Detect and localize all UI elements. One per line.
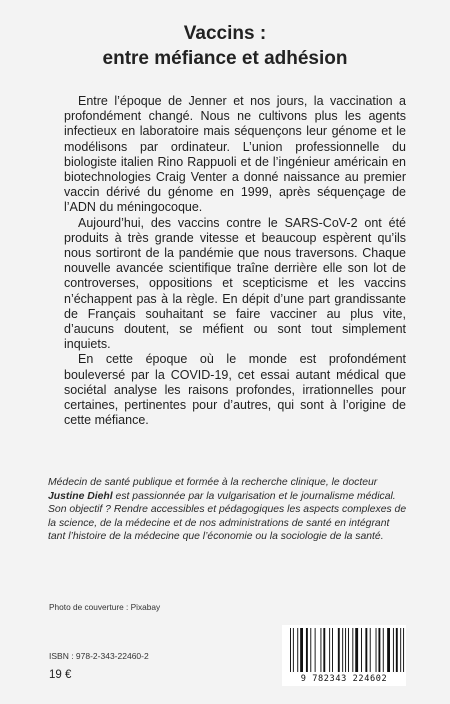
barcode-bar [320,628,321,672]
barcode-bar [332,628,333,672]
barcode-bar [323,628,325,672]
barcode-bar [300,628,303,672]
barcode-bar [365,628,367,672]
blurb-paragraph-1: Entre l’époque de Jenner et nos jours, la vaccination a profondément changé. Nous ne cultivons plus les agents infectieux en laboratoire mais séquençons leur génome et le modélisons par ordinateur. L’union professionnelle du biologiste italien Rino Rappuoli et de l’ingénieur américain en biotechnologies Craig Venter a donné naissance au premier vaccin dérivé du génome en 1999, après séquençage de l’ADN du méningocoque. [64,94,406,215]
barcode-bar [293,628,294,672]
barcode-bar [310,628,311,672]
author-bio-rest: est passionnée par la vulgarisation et le journalisme médical. Son objectif ? Rendre accessibles et pédagogiques les aspects complexes de la science, de la médecine et de nos administrations de santé en intégrant tant l’histoire de la médecine que l’économie ou la sociologie de la santé. [48,490,407,543]
author-name: Justine Diehl [48,490,113,502]
barcode-bar [306,628,308,672]
blurb [64,94,406,428]
photo-credit: Photo de couverture : Pixabay [49,602,161,612]
author-bio [48,476,408,544]
barcode-bar [370,628,371,672]
barcode-digits: 9 782343 224602 [300,674,388,684]
isbn: ISBN : 978-2-343-22460-2 [49,651,149,661]
barcode-bar [393,628,394,672]
blurb-paragraph-3: En cette époque où le monde est profondément bouleversé par la COVID-19, cet essai autant médical que sociétal analyse les raisons profondes, irrationnelles pour certaines, pertinentes pour d’autres, qui sont à l’origine de cette méfiance. [64,352,406,428]
barcode-bar [338,628,340,672]
book-title-line-2: entre méfiance et adhésion [102,48,348,69]
barcode-bar [387,628,390,672]
barcode-bar [403,628,404,672]
barcode-bar [290,628,291,672]
barcode-bar [315,628,316,672]
barcode-bar [355,628,358,672]
barcode-bar [329,628,330,672]
barcode [282,625,406,686]
barcode-bar [378,628,380,672]
barcode-bar [348,628,349,672]
blurb-paragraph-2: Aujourd’hui, des vaccins contre le SARS-CoV-2 ont été produits à très grande vitesse et beaucoup espèrent qu’ils nous sortiront de la pandémie que nous traversons. Chaque nouvelle avancée scientifique traîne derrière elle son lot de controverses, oppositions et scepticisme et les vaccins n’échappent pas à la règle. En dépit d’une part grandissante de Français souhaitant se faire vacciner au plus vite, d’aucuns doutent, se méfient ou sont tout simplement inquiets. [64,215,406,352]
barcode-bar [352,628,353,672]
author-bio-intro: Médecin de santé publique et formée à la recherche clinique, le docteur [48,477,378,488]
barcode-bar [400,628,401,672]
barcode-bar [376,628,377,672]
book-title-line-1: Vaccins : [183,23,267,44]
barcode-bar [383,628,384,672]
barcode-bars [282,625,406,675]
barcode-bar [361,628,362,672]
barcode-bar [342,628,343,672]
barcode-bar [297,628,298,672]
barcode-bar [396,628,398,672]
barcode-bar [345,628,346,672]
price: 19 € [49,669,72,681]
